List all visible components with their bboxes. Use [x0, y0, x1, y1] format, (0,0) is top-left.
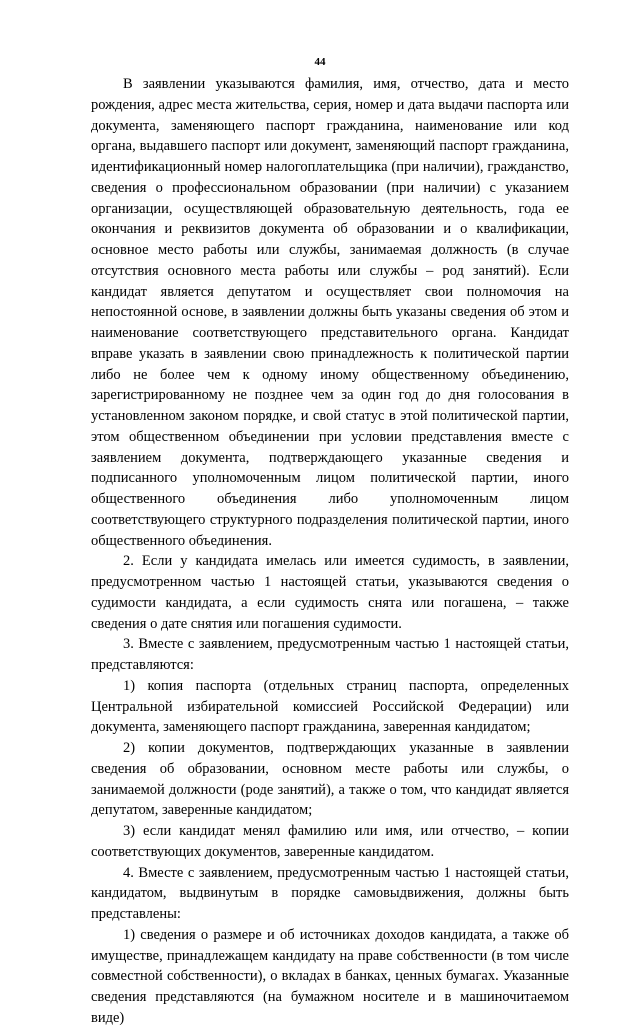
- paragraph: 1) сведения о размере и об источниках доходов кандидата, а также об имуществе, принадлежащем кандидату на праве собственности (в том числе совместной собственности), о вкладах в банках, ценных бумагах. Указанные сведения представляются (на бумажном носителе и в машиночитаемом виде): [91, 926, 569, 1026]
- paragraph: 1) копия паспорта (отдельных страниц паспорта, определенных Центральной избирательной комиссией Российской Федерации) или документа, заменяющего паспорт гражданина, заверенная кандидатом;: [91, 677, 569, 736]
- paragraph: 4. Вместе с заявлением, предусмотренным частью 1 настоящей статьи, кандидатом, выдвинутым в порядке самовыдвижения, должны быть представлены:: [91, 864, 569, 922]
- page-number: 44: [314, 56, 326, 68]
- paragraph: 2) копии документов, подтверждающих указанные в заявлении сведения об образовании, основном месте работы или службы, о занимаемой должности (роде занятий), а также о том, что кандидат является депутатом, заверенные кандидатом;: [91, 740, 569, 819]
- paragraph: 3) если кандидат менял фамилию или имя, или отчество, – копии соответствующих документов, заверенные кандидатом.: [91, 823, 569, 860]
- paragraph: В заявлении указываются фамилия, имя, отчество, дата и место рождения, адрес места жительства, серия, номер и дата выдачи паспорта или документа, заменяющего паспорт гражданина, наименование или код органа, выдавшего паспорт или документ, заменяющий паспорт гражданина, идентификационный номер налогоплательщика (при наличии), гражданство, сведения о профессиональном образовании (при наличии) с указанием организации, осуществляющей образовательную деятельность, года ее окончания и реквизитов документа об образовании и о квалификации, основное место работы или службы, занимаемая должность (в случае отсутствия основного места работы или службы – род занятий). Если кандидат является депутатом и осуществляет свои полномочия на непостоянной основе, в заявлении должны быть указаны сведения об этом и наименование соответствующего представительного органа. Кандидат вправе указать в заявлении свою принадлежность к политической партии либо не более чем к одному иному общественному объединению, зарегистрированному не позднее чем за один год до дня голосования в установленном законом порядке, и свой статус в этой политической партии, этом общественном объединении при условии представления вместе с заявлением документа, подтверждающего указанные сведения и подписанного уполномоченным лицом политической партии, иного общественного объединения либо уполномоченным лицом соответствующего структурного подразделения политической партии, иного общественного объединения.: [91, 76, 569, 549]
- document-body: [91, 74, 569, 1029]
- paragraph: 3. Вместе с заявлением, предусмотренным частью 1 настоящей статьи, представляются:: [91, 636, 569, 673]
- paragraph: 2. Если у кандидата имелась или имеется судимость, в заявлении, предусмотренном частью 1 настоящей статьи, указываются сведения о судимости кандидата, а если судимость снята или погашена, – также сведения о дате снятия или погашения судимости.: [91, 553, 569, 632]
